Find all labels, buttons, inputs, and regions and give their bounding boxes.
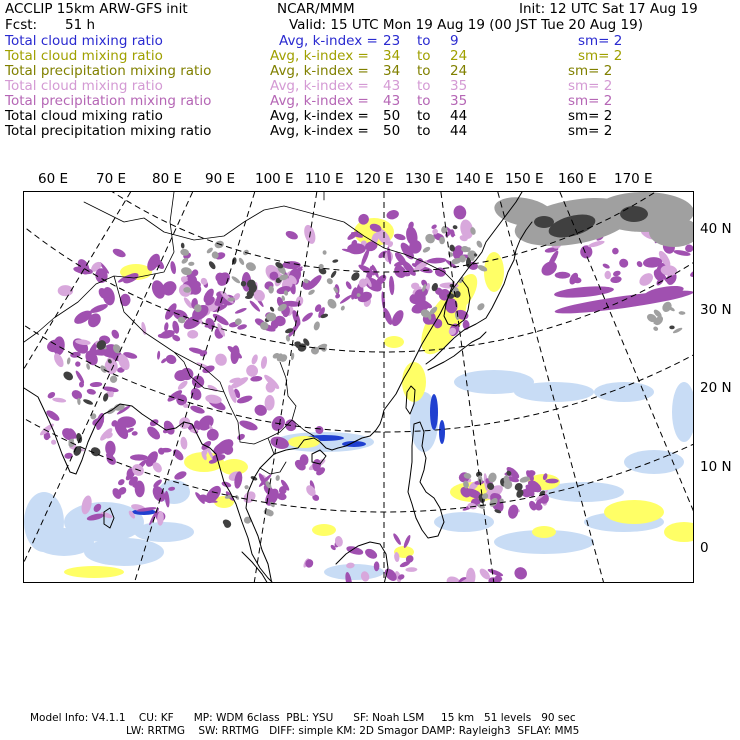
cloud-patch-yellow bbox=[402, 362, 426, 402]
lon-label: 90 E bbox=[205, 171, 235, 187]
legend-row-3-sm: sm= 2 bbox=[568, 63, 613, 79]
legend-row-6-k2: 44 bbox=[450, 108, 468, 124]
lon-label: 100 E bbox=[255, 171, 294, 187]
legend-row-1-to: to bbox=[417, 33, 431, 49]
legend-row-3-avg: Avg, k-index = bbox=[270, 63, 369, 79]
legend-row-5-k2: 35 bbox=[450, 93, 468, 109]
lon-label: 170 E bbox=[614, 171, 653, 187]
cloud-patch-dark-blue bbox=[439, 420, 445, 444]
legend-row-6-to: to bbox=[417, 108, 431, 124]
legend-row-2-sm: sm= 2 bbox=[578, 48, 623, 64]
legend-row-5-avg: Avg, k-index = bbox=[270, 93, 369, 109]
legend-row-6-avg: Avg, k-index = bbox=[270, 108, 369, 124]
legend-row-6-field: Total cloud mixing ratio bbox=[5, 108, 163, 124]
legend-row-2-field: Total cloud mixing ratio bbox=[5, 48, 163, 64]
legend-row-1-k1: 23 bbox=[383, 33, 401, 49]
legend-row-4-sm: sm= 2 bbox=[568, 78, 613, 94]
cloud-patch-dark-blue bbox=[430, 394, 438, 430]
legend-row-2-to: to bbox=[417, 48, 431, 64]
legend-row-2-k2: 24 bbox=[450, 48, 468, 64]
map-panel bbox=[23, 191, 694, 583]
lon-label: 70 E bbox=[96, 171, 126, 187]
legend-row-7-k1: 50 bbox=[383, 123, 401, 139]
legend-row-5-sm: sm= 2 bbox=[568, 93, 613, 109]
lon-label: 130 E bbox=[405, 171, 444, 187]
legend-row-4-k2: 35 bbox=[450, 78, 468, 94]
legend-row-5-k1: 43 bbox=[383, 93, 401, 109]
lat-label: 20 N bbox=[700, 380, 732, 396]
legend-row-1-k2: 9 bbox=[450, 33, 459, 49]
legend-row-4-to: to bbox=[417, 78, 431, 94]
legend-row-7-sm: sm= 2 bbox=[568, 123, 613, 139]
cloud-patch-yellow bbox=[64, 566, 124, 578]
lat-label: 40 N bbox=[700, 221, 732, 237]
legend-row-7-avg: Avg, k-index = bbox=[270, 123, 369, 139]
legend-row-4-k1: 43 bbox=[383, 78, 401, 94]
legend-row-7-to: to bbox=[417, 123, 431, 139]
cloud-patch-light-blue bbox=[624, 450, 684, 474]
org-label: NCAR/MMM bbox=[277, 1, 355, 17]
cloud-patch-light-blue bbox=[134, 522, 194, 542]
legend-row-6-k1: 50 bbox=[383, 108, 401, 124]
legend-row-3-field: Total precipitation mixing ratio bbox=[5, 63, 212, 79]
cloud-patch-yellow bbox=[604, 500, 664, 524]
cloud-patch-light-blue bbox=[594, 382, 654, 402]
lon-label: 110 E bbox=[305, 171, 344, 187]
lon-label: 60 E bbox=[38, 171, 68, 187]
precip-patch-purple bbox=[555, 272, 571, 279]
lat-label: 30 N bbox=[700, 302, 732, 318]
cloud-patch-light-blue bbox=[84, 538, 164, 566]
legend-row-4-avg: Avg, k-index = bbox=[270, 78, 369, 94]
cloud-patch-yellow bbox=[532, 526, 556, 538]
cloud-patch-yellow bbox=[312, 524, 336, 536]
valid-time: Valid: 15 UTC Mon 19 Aug 19 (00 JST Tue 20 Aug 19) bbox=[289, 17, 643, 33]
legend-row-5-to: to bbox=[417, 93, 431, 109]
legend-row-1-avg: Avg, k-index = bbox=[279, 33, 378, 49]
legend-row-3-to: to bbox=[417, 63, 431, 79]
cloud-core-dark bbox=[534, 216, 554, 228]
legend-row-5-field: Total precipitation mixing ratio bbox=[5, 93, 212, 109]
lon-label: 160 E bbox=[558, 171, 597, 187]
legend-row-3-k2: 24 bbox=[450, 63, 468, 79]
fcst-value: 51 h bbox=[65, 17, 96, 33]
lat-label: 10 N bbox=[700, 459, 732, 475]
legend-row-1-sm: sm= 2 bbox=[578, 33, 623, 49]
legend-row-6-sm: sm= 2 bbox=[568, 108, 613, 124]
lon-label: 140 E bbox=[455, 171, 494, 187]
footer-physics-info: LW: RRTMG SW: RRTMG DIFF: simple KM: 2D Smagor DAMP: Rayleigh3 SFLAY: MM5 bbox=[126, 725, 580, 737]
init-time: Init: 12 UTC Sat 17 Aug 19 bbox=[519, 1, 698, 17]
lon-label: 120 E bbox=[355, 171, 394, 187]
footer-model-info: Model Info: V4.1.1 CU: KF MP: WDM 6class PBL: YSU SF: Noah LSM 15 km 51 levels 90 sec bbox=[30, 712, 576, 724]
lat-label: 0 bbox=[700, 540, 709, 556]
lon-label: 150 E bbox=[505, 171, 544, 187]
legend-row-3-k1: 34 bbox=[383, 63, 401, 79]
model-title: ACCLIP 15km ARW-GFS init bbox=[5, 1, 188, 17]
cloud-patch-gray bbox=[669, 326, 674, 330]
legend-row-7-field: Total precipitation mixing ratio bbox=[5, 123, 212, 139]
legend-row-2-avg: Avg, k-index = bbox=[270, 48, 369, 64]
legend-row-7-k2: 44 bbox=[450, 123, 468, 139]
legend-row-4-field: Total cloud mixing ratio bbox=[5, 78, 163, 94]
legend-row-1-field: Total cloud mixing ratio bbox=[5, 33, 163, 49]
cloud-patch-yellow bbox=[384, 336, 404, 348]
cloud-patch-yellow bbox=[484, 252, 504, 292]
lon-label: 80 E bbox=[152, 171, 182, 187]
cloud-core-dark bbox=[620, 206, 648, 222]
cloud-patch-light-blue bbox=[24, 492, 64, 552]
fcst-label: Fcst: bbox=[5, 17, 38, 33]
forecast-map bbox=[24, 192, 694, 583]
cloud-patch-yellow bbox=[288, 436, 320, 448]
legend-row-2-k1: 34 bbox=[383, 48, 401, 64]
